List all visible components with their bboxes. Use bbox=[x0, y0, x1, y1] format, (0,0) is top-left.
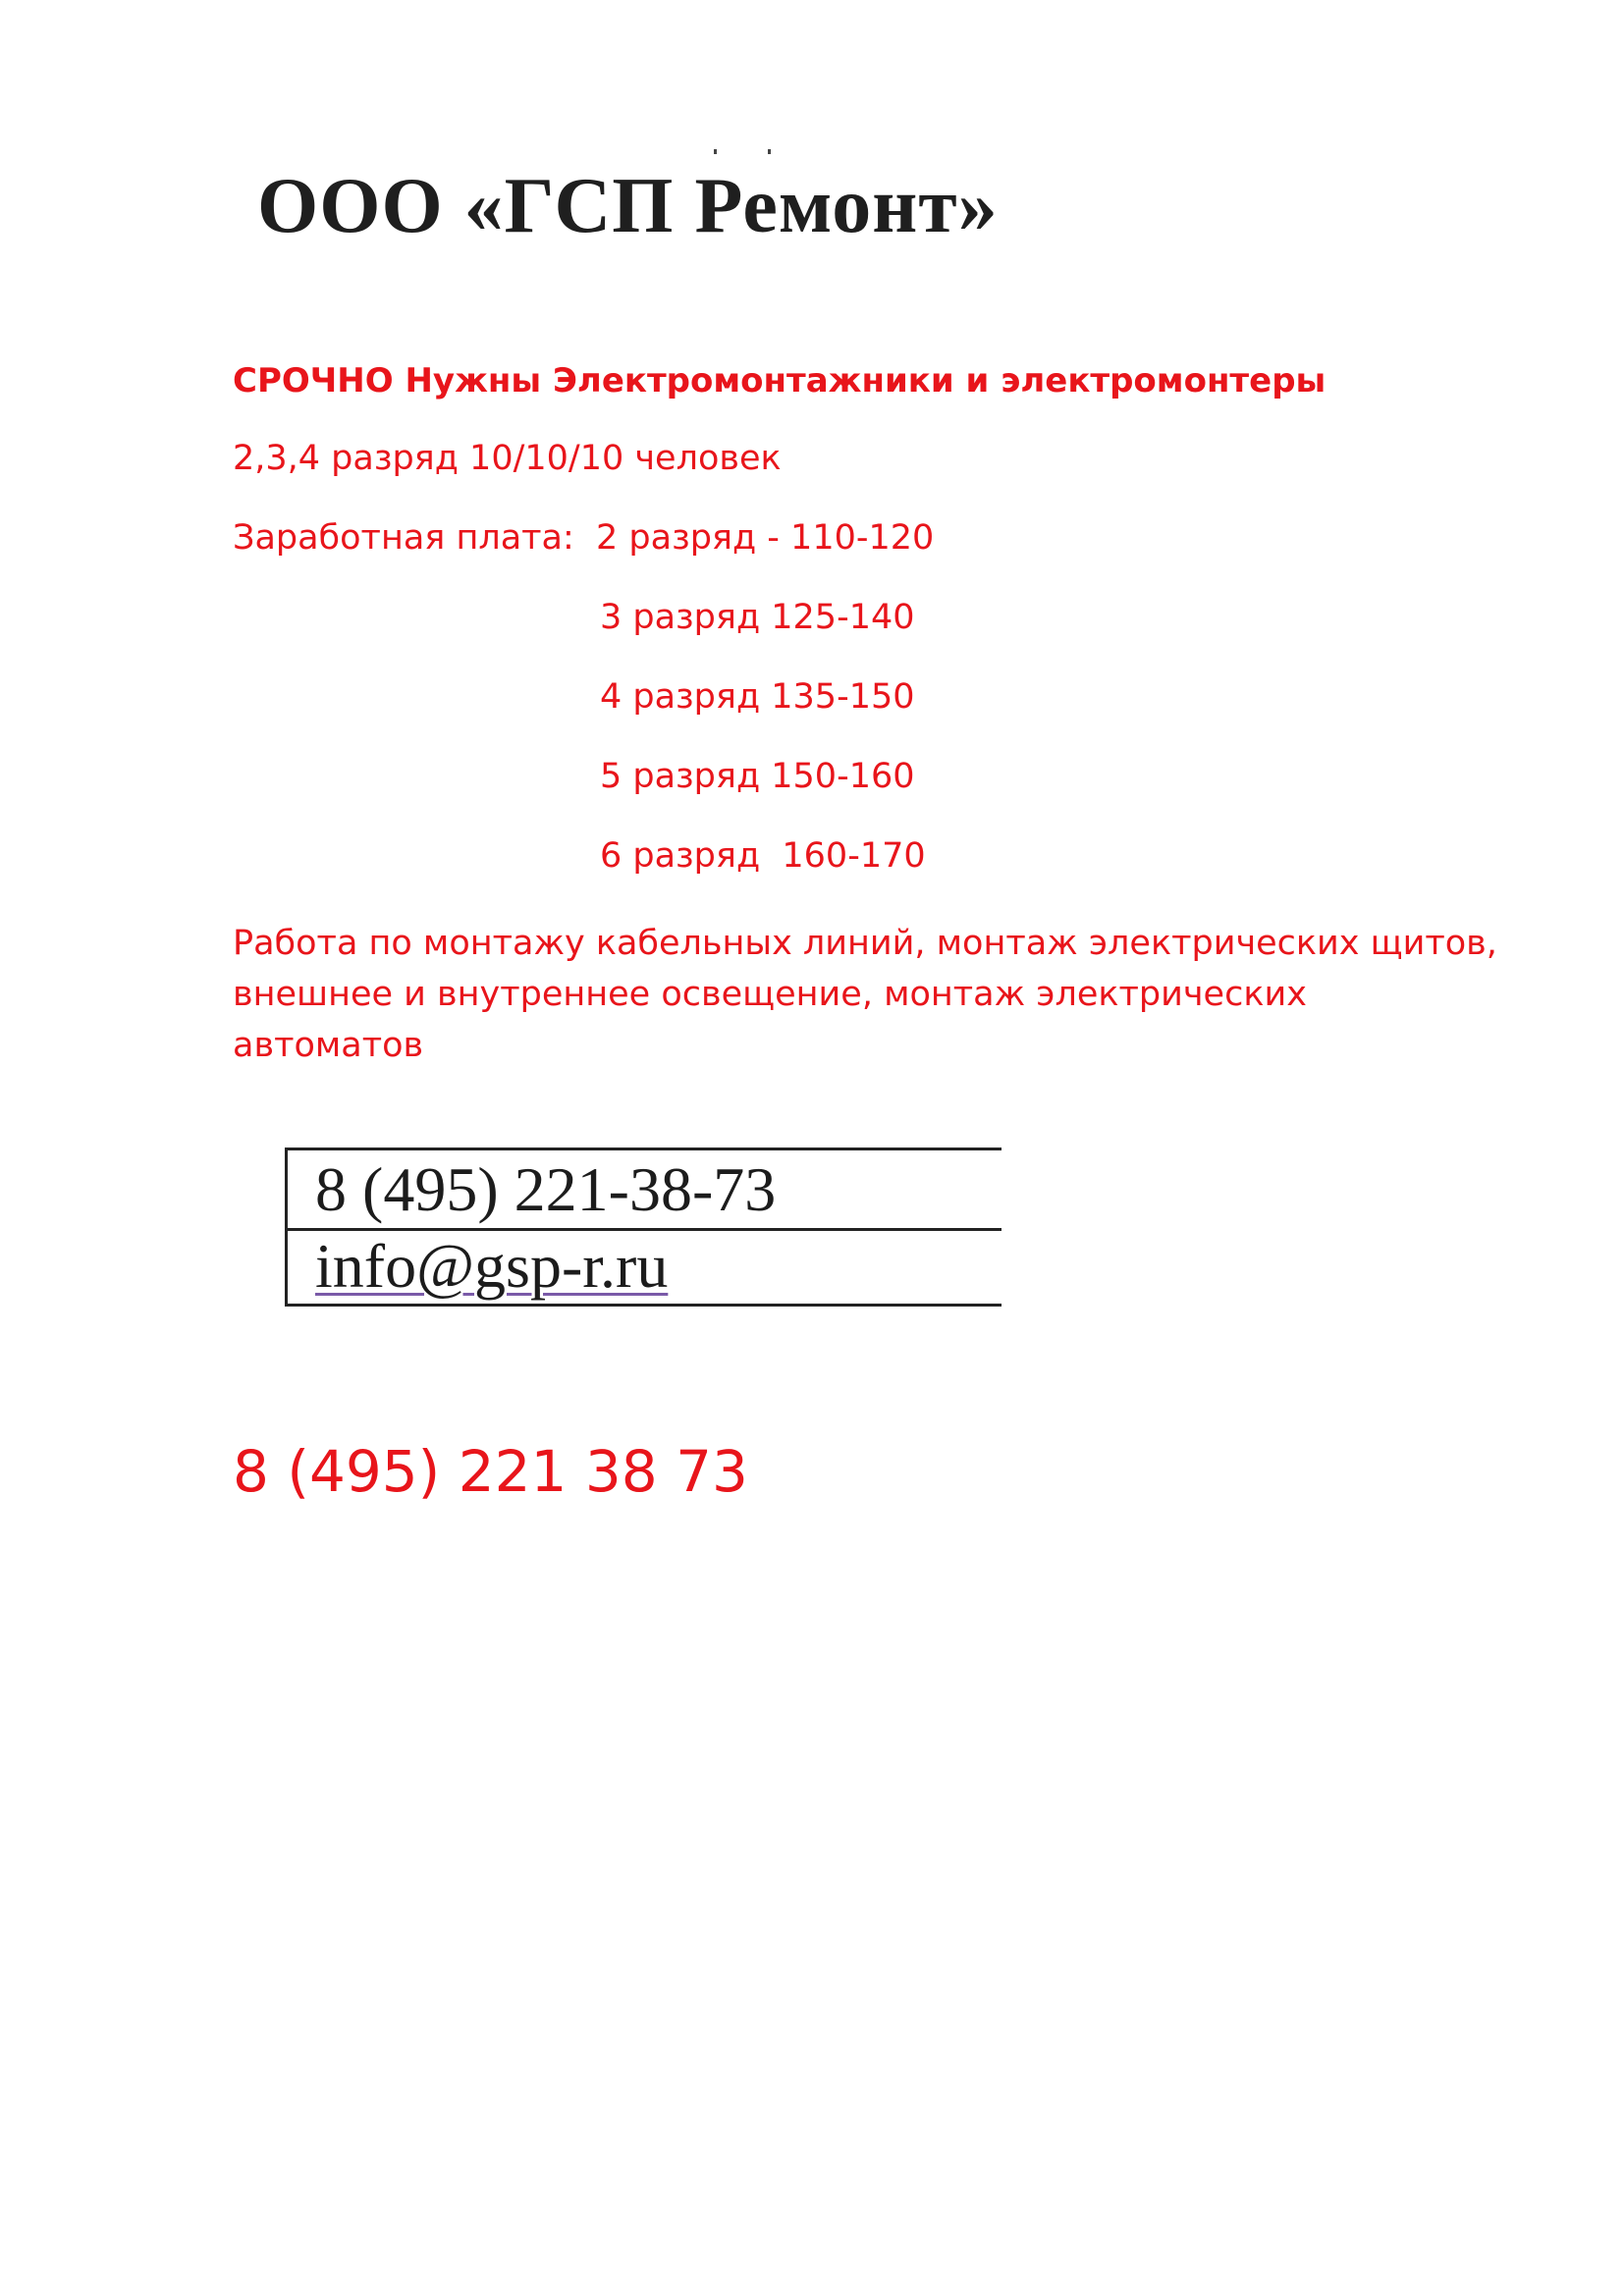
big-phone-number: 8 (495) 221 38 73 bbox=[233, 1438, 748, 1505]
company-title: ООО «ГСП Ремонт» bbox=[257, 163, 999, 249]
description-line: автоматов bbox=[233, 1026, 424, 1065]
salary-rank-6: 6 разряд 160-170 bbox=[600, 836, 926, 876]
scan-marks bbox=[714, 149, 783, 159]
contact-phone: 8 (495) 221-38-73 bbox=[315, 1154, 777, 1224]
description-line: Работа по монтажу кабельных линий, монтаж электрических щитов, bbox=[233, 924, 1497, 963]
vacancy-headline: СРОЧНО Нужны Электромонтажники и электромонтеры bbox=[233, 361, 1326, 400]
salary-rank-5: 5 разряд 150-160 bbox=[600, 757, 915, 796]
contact-email-link[interactable]: info@gsp-r.ru bbox=[315, 1231, 669, 1301]
contact-box bbox=[285, 1148, 1001, 1307]
description-line: внешнее и внутреннее освещение, монтаж электрических bbox=[233, 975, 1307, 1014]
salary-label: Заработная плата: 2 разряд - 110-120 bbox=[233, 518, 935, 558]
salary-rank-4: 4 разряд 135-150 bbox=[600, 677, 915, 717]
salary-rank-3: 3 разряд 125-140 bbox=[600, 598, 915, 637]
ranks-line: 2,3,4 разряд 10/10/10 человек bbox=[233, 439, 782, 478]
job-description bbox=[233, 918, 1539, 1071]
